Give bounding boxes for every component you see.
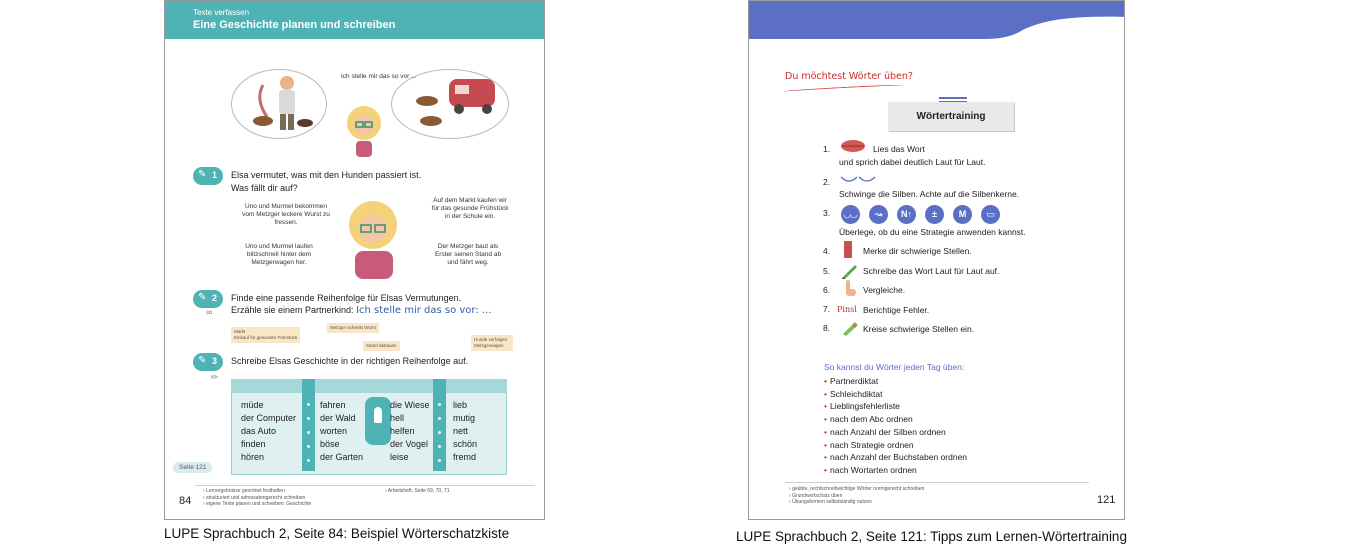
pencil-icon xyxy=(841,261,859,279)
strategy-memorize-icon: M xyxy=(953,205,972,224)
step-number: 2. xyxy=(823,177,831,187)
pencil-icon: ✏ xyxy=(211,372,219,382)
strategy-capital-icon: N↑ xyxy=(897,205,916,224)
step-1-line2: und sprich dabei deutlich Laut für Laut. xyxy=(839,157,986,167)
word-column-1: müde der Computer das Auto finden hören xyxy=(241,400,297,462)
heading-underline xyxy=(783,84,903,93)
footer-rule xyxy=(785,482,1089,483)
note-markt: Auf dem Markt kaufen wir für das gesunde Frühstück in der Schule ein. xyxy=(431,197,509,220)
bookmark-icon xyxy=(843,241,853,259)
caption-right: LUPE Sprachbuch 2, Seite 121: Tipps zum Lernen-Wörtertraining xyxy=(736,529,1127,544)
word-chest-lid xyxy=(231,379,507,393)
step-1-line1: Lies das Wort xyxy=(873,144,925,154)
step-2-line1: Schwinge die Silben. Achte auf die Silbenkerne. xyxy=(839,189,1020,199)
list-item: • nach Anzahl der Buchstaben ordnen xyxy=(824,452,968,463)
page-number: 121 xyxy=(1097,494,1116,506)
note-stand: Der Metzger baut als Erster seinen Stand ab und fährt weg. xyxy=(434,243,502,266)
handwritten-prompt: Ich stelle mir das so vor: ... xyxy=(356,305,492,316)
word-column-4: lieb mutig nett schön fremd xyxy=(453,400,478,462)
tips-heading: So kannst du Wörter jeden Tag üben: xyxy=(824,362,965,372)
step-number: 3. xyxy=(823,208,831,218)
task1-line1: Elsa vermutet, was mit den Hunden passiert ist. xyxy=(231,170,422,180)
wortertraining-box xyxy=(888,102,1014,131)
strategy-derive-icon: ± xyxy=(925,205,944,224)
sticky-stand: Stand abbauen xyxy=(363,341,400,351)
list-item: • Partnerdiktat xyxy=(824,376,879,386)
chest-lock xyxy=(365,397,391,445)
header-kicker: Texte verfassen xyxy=(193,8,250,17)
list-item: • nach Wortarten ordnen xyxy=(824,464,917,475)
step-3-line1: Überlege, ob du eine Strategie anwenden kannst. xyxy=(839,227,1026,237)
step-number: 7. xyxy=(823,304,831,314)
van-dogs-illustration xyxy=(401,73,501,135)
step-6-line1: Vergleiche. xyxy=(863,285,906,295)
sticky-markt: Markt Einkauf für gesundes Frühstück xyxy=(231,327,300,343)
task2-line1: Finde eine passende Reihenfolge für Elsas Vermutungen. xyxy=(231,293,462,303)
step-number: 4. xyxy=(823,246,831,256)
step-number: 8. xyxy=(823,323,831,333)
note-metzgerwagen: Uno und Murmel laufen blitzschnell hinter dem Metzgerwagen her. xyxy=(245,243,313,266)
task-badge-3: ✎ 3 xyxy=(193,353,223,371)
header-title: Eine Geschichte planen und schreiben xyxy=(193,19,396,31)
page-header xyxy=(165,1,545,39)
list-item: • nach Strategie ordnen xyxy=(824,439,914,450)
marker-icon xyxy=(841,318,859,336)
page-number: 84 xyxy=(179,495,192,507)
caption-left: LUPE Sprachbuch 2, Seite 84: Beispiel Wörterschatzkiste xyxy=(164,526,510,541)
sticky-wurst: Metzger schenkt Wurst xyxy=(327,323,379,333)
strategy-syllable-icon: ◡◡ xyxy=(841,205,860,224)
step-8-line1: Kreise schwierige Stellen ein. xyxy=(863,324,975,334)
feather-icon: ✎ xyxy=(198,355,207,366)
task3-line1: Schreibe Elsas Geschichte in der richtigen Reihenfolge auf. xyxy=(231,356,469,366)
strategy-dictionary-icon: ▭ xyxy=(981,205,1000,224)
step-7-line1: Berichtige Fehler. xyxy=(863,305,930,315)
lips-icon xyxy=(839,138,867,154)
feather-icon: ✎ xyxy=(198,169,207,180)
footer-rule xyxy=(195,485,535,486)
step-4-line1: Merke dir schwierige Stellen. xyxy=(863,246,972,256)
compare-hand-icon xyxy=(843,280,857,297)
list-item: • Lieblingsfehlerliste xyxy=(824,401,900,412)
feather-icon: ✎ xyxy=(198,292,207,303)
step-number: 1. xyxy=(823,144,831,154)
task2-line2: Erzähle sie einem Partnerkind: Ich stelle mir das so vor: ... xyxy=(231,305,492,316)
task1-line2: Was fällt dir auf? xyxy=(231,183,298,193)
butcher-dogs-illustration xyxy=(241,71,321,137)
tips-list xyxy=(824,375,967,477)
speech-text: Ich stelle mir das so vor ... xyxy=(341,73,417,80)
step-number: 5. xyxy=(823,266,831,276)
partner-talk-icon: ∞ xyxy=(206,307,213,317)
heading-words-practice: Du möchtest Wörter üben? xyxy=(785,71,913,82)
elsa-thinking-illustration xyxy=(337,197,413,281)
word-column-3: die Wiese hell helfen der Vogel leise xyxy=(390,400,430,462)
note-wurst: Uno und Murmel bekommen vom Metzger leckere Wurst zu fressen. xyxy=(242,203,330,226)
sticky-notes xyxy=(227,323,517,353)
footer-workbook: › Arbeitsheft, Seite 69, 70, 71 xyxy=(385,488,450,494)
wortertraining-title: Wörtertraining xyxy=(916,111,986,122)
footer-competencies: › Lernergebnisse geordnet festhalten › strukturiert und adressatengerecht schreiben › eigene Texte planen und schreiben: Geschichte xyxy=(203,488,312,507)
chest-strap xyxy=(302,379,315,471)
task-badge-1: ✎ 1 xyxy=(193,167,223,185)
page-121 xyxy=(748,0,1125,520)
elsa-girl-illustration xyxy=(343,101,385,159)
page-84 xyxy=(164,0,545,520)
step-5-line1: Schreibe das Wort Laut für Laut auf. xyxy=(863,266,1000,276)
step-number: 6. xyxy=(823,285,831,295)
strategy-extend-icon: ↝ xyxy=(869,205,888,224)
top-band xyxy=(749,1,1125,41)
page-reference: Seite 121 xyxy=(173,462,212,473)
chest-strap xyxy=(433,379,446,471)
list-item: • nach Anzahl der Silben ordnen xyxy=(824,426,946,437)
syllable-arcs-icon xyxy=(839,175,877,185)
list-item: • nach dem Abc ordnen xyxy=(824,414,913,425)
sticky-hunde: Hunde verfolgen Metzgerwagen xyxy=(471,335,513,351)
footer-competencies: › geübte, rechtschreibwichtige Wörter normgerecht schreiben › Grundwortschatz üben › Übungsformen selbstständig nutzen xyxy=(789,486,925,505)
correction-word-icon: Pinsl xyxy=(837,305,857,314)
word-column-2: fahren der Wald worten böse der Garten xyxy=(320,400,364,462)
list-item: • Schleichdiktat xyxy=(824,388,883,399)
task-badge-2: ✎ 2 xyxy=(193,290,223,308)
